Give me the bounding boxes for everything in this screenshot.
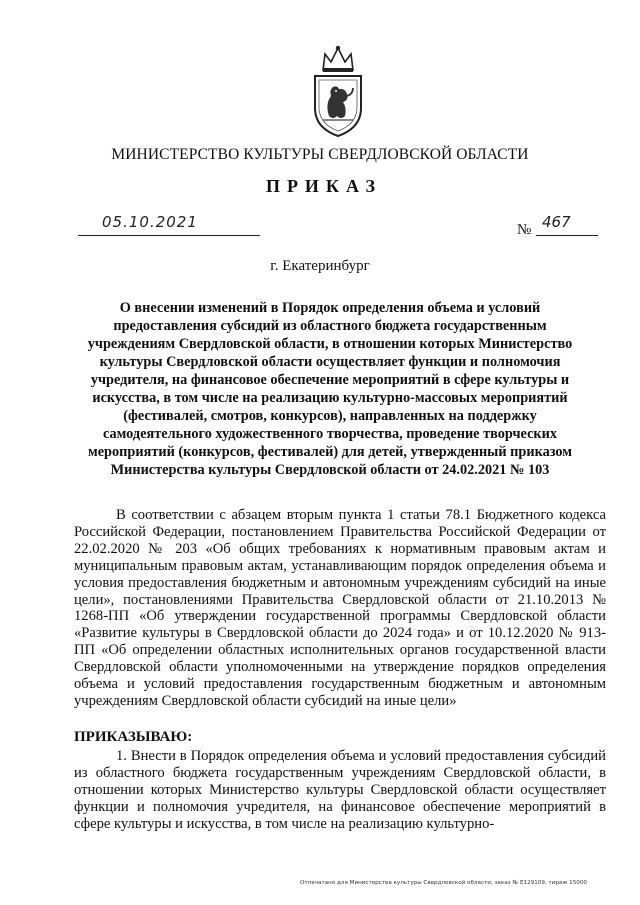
- point-1: [74, 748, 606, 833]
- order-heading: ПРИКАЗЫВАЮ:: [74, 729, 193, 745]
- ministry-name: МИНИСТЕРСТВО КУЛЬТУРЫ СВЕРДЛОВСКОЙ ОБЛАСТИ: [111, 146, 529, 163]
- preamble-text: В соответствии с абзацем вторым пункта 1 статьи 78.1 Бюджетного кодекса Российской Федерации, постановлением Правительства Российской Федерации от 22.02.2020 № 203 «Об общих требованиях к нормативным правовым актам и муниципальным правовым актам, устанавливающим порядок определения объема и условия предоставления бюджетным и автономным учреждениям субсидий на иные цели», постановлениями Правительства Свердловской области от 21.10.2013 № 1268-ПП «Об утверждении государственной программы Свердловской области «Развитие культуры в Свердловской области до 2024 года» и от 10.12.2020 № 913-ПП «Об определении областных исполнительных органов государственной власти Свердловской области уполномоченными на утверждение порядков определения объема и условий предоставления государственным бюджетным и автономным учреждениям Свердловской области субсидий на иные цели»: [74, 507, 606, 709]
- print-footer: Отпечатано для Министерства культуры Свердловской области, заказ № Е129109, тираж 15000: [300, 880, 587, 886]
- city: г. Екатеринбург: [270, 258, 370, 274]
- date-field: [78, 213, 260, 236]
- point-1-text: 1. Внести в Порядок определения объема и условий предоставления субсидий из областного бюджета государственным учреждениям Свердловской области, в отношении которых Министерство культуры Свердловской области осуществляет функции и полномочия учредителя, на финансовое обеспечение мероприятий в сфере культуры и искусства, в том числе на реализацию культурно-: [74, 748, 606, 832]
- number-field: [536, 213, 598, 236]
- preamble: [74, 507, 606, 710]
- number-value: 467: [542, 213, 571, 231]
- document-type: ПРИКАЗ: [265, 176, 383, 196]
- coat-of-arms-icon: [303, 40, 373, 140]
- document-title: О внесении изменений в Порядок определения объема и условий предоставления субсидий из областного бюджета государственным учреждениям Свердловской области, в отношении которых Министерство культуры Свердловской области осуществляет функции и полномочия учредителя, на финансовое обеспечение мероприятий в сфере культуры и искусства, в том числе на реализацию культурно-массовых мероприятий (фестивалей, смотров, конкурсов), направленных на поддержку самодеятельного художественного творчества, проведение творческих мероприятий (конкурсов, фестивалей) для детей, утвержденный приказом Министерства культуры Свердловской области от 24.02.2021 № 103: [87, 300, 573, 478]
- number-label: №: [517, 222, 532, 238]
- date-value: 05.10.2021: [102, 213, 198, 231]
